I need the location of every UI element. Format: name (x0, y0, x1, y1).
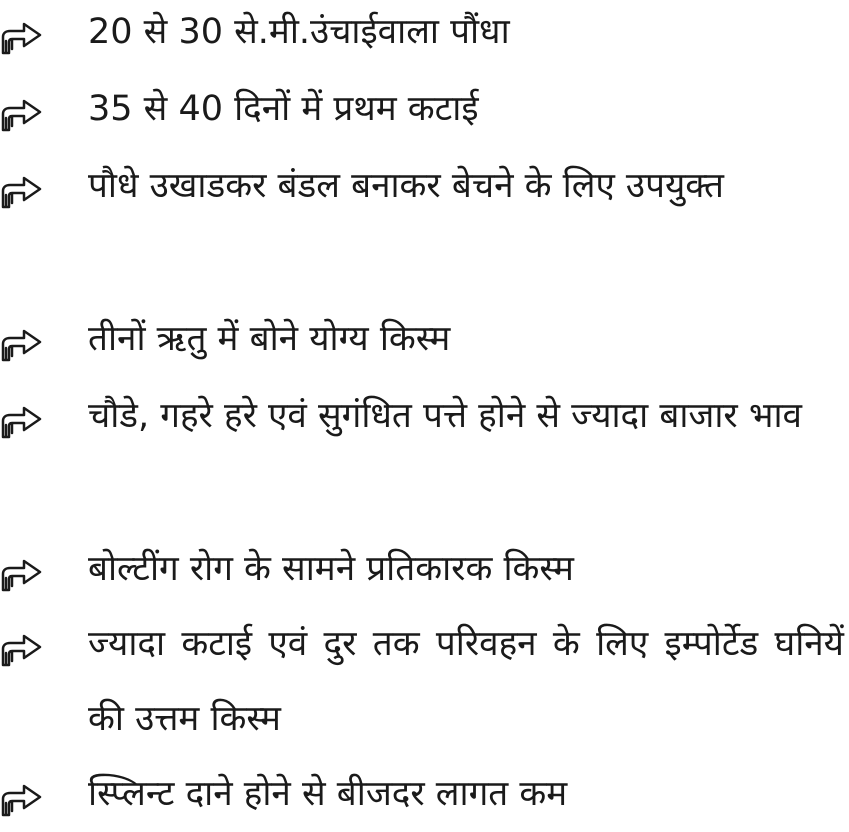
list-item-text: 35 से 40 दिनों में प्रथम कटाई (88, 89, 479, 129)
list-item-text: चौडे, गहरे हरे एवं सुगंधित पत्ते होने से ज्यादा बाजार भाव (88, 396, 802, 436)
hand-pointing-right-icon (0, 550, 44, 594)
list-item-text: 20 से 30 से.मी.उंचाईवाला पौंधा (88, 12, 510, 52)
list-item-text: तीनों ऋतु में बोने योग्य किस्म (88, 319, 451, 359)
hand-pointing-right-icon (0, 397, 44, 441)
list-item-text: पौधे उखाडकर बंडल बनाकर बेचने के लिए उपयुक्त (88, 166, 724, 206)
hand-pointing-right-icon (0, 167, 44, 211)
list-item-text: स्प्लिन्ट दाने होने से बीजदर लागत कम (88, 774, 568, 814)
hand-pointing-right-icon (0, 90, 44, 134)
hand-pointing-right-icon (0, 625, 44, 669)
hand-pointing-right-icon (0, 13, 44, 57)
list-item-text: ज्यादा कटाई एवं दुर तक परिवहन के लिए इम्पोर्टेड घनियें की उत्तम किस्म (88, 624, 844, 739)
hand-pointing-right-icon (0, 320, 44, 364)
list-item-text: बोल्टींग रोग के सामने प्रतिकारक किस्म (88, 549, 574, 589)
hand-pointing-right-icon (0, 775, 44, 819)
